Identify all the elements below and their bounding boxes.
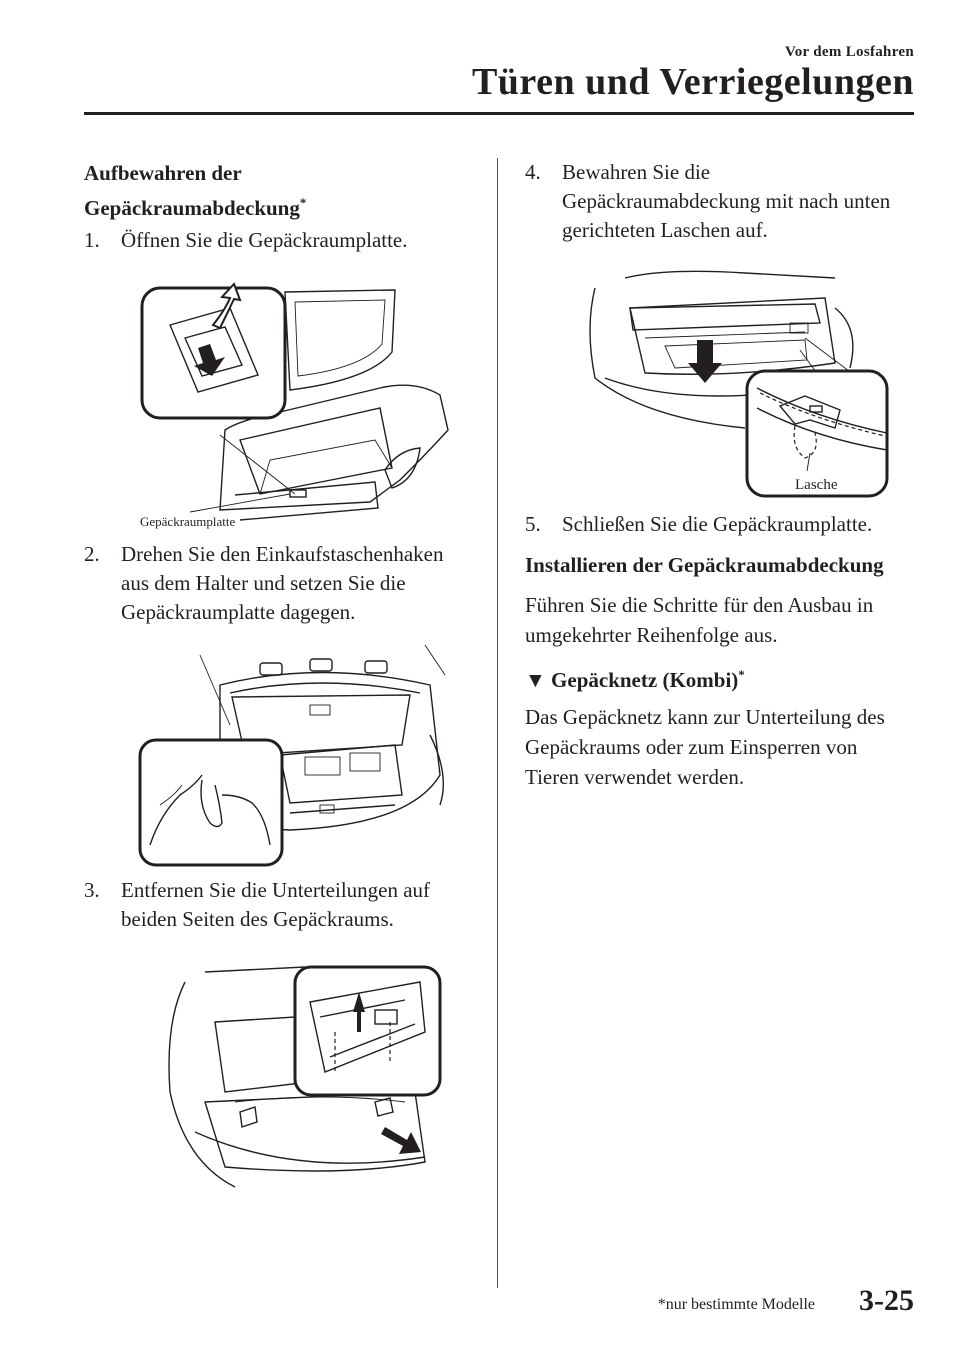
section-label: Vor dem Losfahren bbox=[784, 44, 914, 60]
step-3 bbox=[84, 876, 484, 936]
triangle-marker-icon: ▼ bbox=[525, 668, 546, 692]
figure-label: Gepäckraumplatte bbox=[140, 514, 236, 529]
net-paragraph: Das Gepäcknetz kann zur Unterteilung des Gepäckraums oder zum Einsperren von Tieren verwendet werden. bbox=[525, 705, 885, 789]
step-text: Schließen Sie die Gepäckraumplatte. bbox=[562, 512, 873, 536]
step-number: 5. bbox=[525, 512, 541, 536]
step-5 bbox=[525, 510, 925, 540]
figure-label: Lasche bbox=[795, 477, 838, 493]
step-text: Bewahren Sie die Gepäckraumabdeckung mit nach unten gerichteten Laschen auf. bbox=[562, 160, 891, 242]
figure-hook-board bbox=[140, 645, 460, 870]
step-number: 1. bbox=[84, 228, 100, 252]
figure-remove-dividers bbox=[145, 962, 445, 1192]
step-text: Öffnen Sie die Gepäckraumplatte. bbox=[121, 228, 408, 252]
page-number: 3-25 bbox=[859, 1284, 914, 1317]
step-text: Entfernen Sie die Unterteilungen auf beiden Seiten des Gepäckraums. bbox=[121, 878, 431, 931]
step-number: 2. bbox=[84, 542, 100, 566]
asterisk-mark: * bbox=[299, 195, 307, 210]
step-1 bbox=[84, 226, 484, 256]
section-heading-store bbox=[84, 158, 306, 223]
step-number: 4. bbox=[525, 160, 541, 184]
step-4 bbox=[525, 158, 925, 248]
header-rule bbox=[84, 112, 914, 115]
step-2 bbox=[84, 540, 484, 630]
footnote: *nur bestimmte Modelle bbox=[657, 1296, 815, 1313]
page-title: Türen und Verriegelungen bbox=[471, 61, 914, 103]
figure-open-floor-board bbox=[130, 280, 460, 530]
heading-line-1: Aufbewahren der bbox=[84, 161, 242, 185]
section-heading-install: Installieren der Gepäckraumabdeckung bbox=[525, 553, 884, 577]
figure-store-cover bbox=[585, 268, 895, 500]
step-text: Drehen Sie den Einkaufstaschenhaken aus dem Halter und setzen Sie die Gepäckraumplatte dagegen. bbox=[121, 542, 444, 624]
install-paragraph: Führen Sie die Schritte für den Ausbau in umgekehrter Reihenfolge aus. bbox=[525, 593, 874, 647]
asterisk-mark: * bbox=[738, 667, 745, 682]
column-divider bbox=[497, 158, 498, 1288]
step-number: 3. bbox=[84, 878, 100, 902]
heading-line-2: Gepäckraumabdeckung* bbox=[84, 195, 307, 220]
section-heading-net: ▼ Gepäcknetz (Kombi)* bbox=[525, 667, 745, 692]
